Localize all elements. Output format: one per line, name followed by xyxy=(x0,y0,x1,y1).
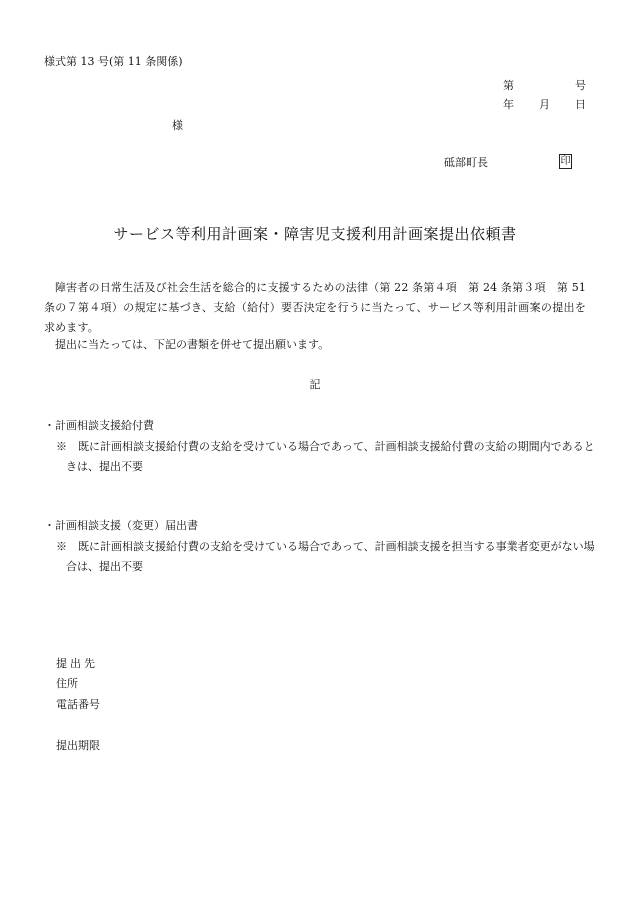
item-2-heading: ・計画相談支援（変更）届出書 xyxy=(44,519,198,532)
address-label: 住所 xyxy=(56,677,78,690)
body-paragraph-1: 障害者の日常生活及び社会生活を総合的に支援するための法律（第 22 条第４項 第 24 条第３項 第 51 条の７第４項）の規定に基づき、支給（給付）要否決定を行うに当たって、サービス等利用計画案の提出を求めます。 xyxy=(44,281,586,334)
date-day-label: 日 xyxy=(575,98,586,111)
phone-label: 電話番号 xyxy=(56,698,100,711)
date-year-label: 年 xyxy=(503,98,514,111)
form-number: 様式第 13 号(第 11 条関係) xyxy=(44,55,183,68)
item-1-heading: ・計画相談支援給付費 xyxy=(44,419,154,432)
doc-number-prefix: 第 xyxy=(503,79,514,92)
date-month-label: 月 xyxy=(539,98,550,111)
item-1-note: ※ 既に計画相談支援給付費の支給を受けている場合であって、計画相談支援給付費の支給の期間内であるときは、提出不要 xyxy=(56,440,595,473)
note-heading: 記 xyxy=(309,378,321,391)
document-title: サービス等利用計画案・障害児支援利用計画案提出依頼書 xyxy=(113,225,517,243)
seal-stamp-box: 印 xyxy=(559,154,572,169)
deadline-label: 提出期限 xyxy=(56,739,100,752)
issuer-title: 砥部町長 xyxy=(444,156,488,169)
addressee-honorific: 様 xyxy=(172,119,183,132)
body-paragraph-2: 提出に当たっては、下記の書類を併せて提出願います。 xyxy=(55,338,330,351)
submit-to-label: 提出先 xyxy=(56,657,98,670)
item-2-note: ※ 既に計画相談支援給付費の支給を受けている場合であって、計画相談支援を担当する事業者変更がない場合は、提出不要 xyxy=(56,540,595,573)
doc-number-suffix: 号 xyxy=(575,79,586,92)
